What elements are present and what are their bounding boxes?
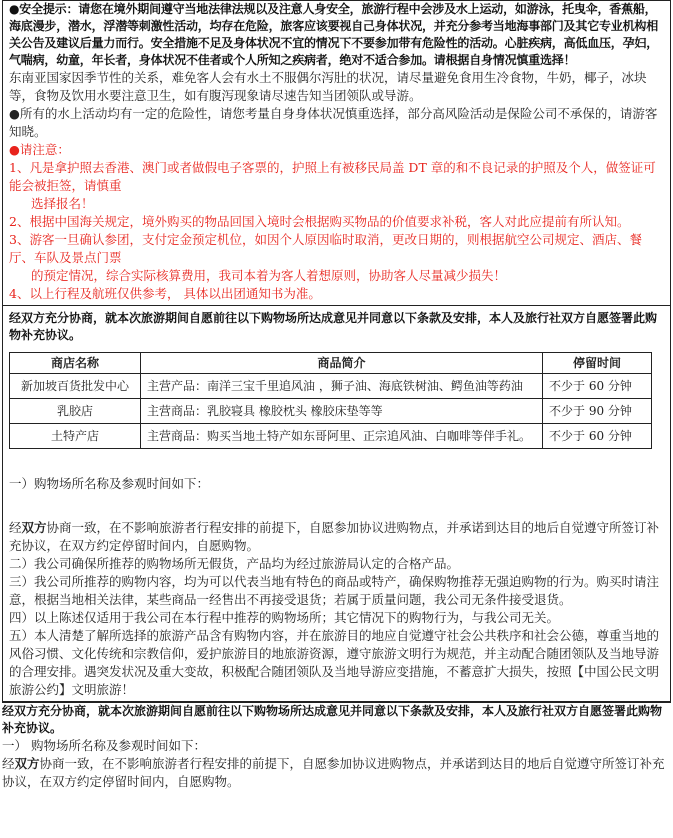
table-row [10, 374, 652, 399]
consult-paragraph: 经双方协商一致，在不影响旅游者行程安排的前提下，自愿参加协议进购物点，并承诺到达目的地后自觉遵守所签订补充协议，在双方约定停留时间内，自愿购物。 [9, 520, 660, 553]
col-shop-name: 商店名称 [10, 353, 141, 374]
attention-item-3: 3、游客一旦确认参团，支付定金预定机位，如因个人原因临时取消，更改日期的，则根据航空公司规定、酒店、餐厅、车队及景点门票 [9, 232, 642, 265]
repeat-list-title: 一） 购物场所名称及参观时间如下： [2, 738, 206, 753]
repeat-agreement-section [2, 702, 671, 791]
shop-table [9, 352, 652, 449]
clause-5: 五）本人清楚了解所选择的旅游产品含有购物内容，并在旅游目的地应自觉遵守社会公共秩序和社会公德，尊重当地的风俗习惯、文化传统和宗教信仰，爱护旅游目的地旅游资源，遵守旅游文明行为规范，并主动配合随团领队及当地导游的合理安排。遇突发状况及重大变故，积极配合随团领队及当地导游应变措施，不蓄意扩大损失，按照【中国公民文明旅游公约】文明旅游！ [9, 628, 660, 697]
agreement-heading: 经双方充分协商，就本次旅游期间自愿前往以下购物场所达成意见并同意以下条款及安排，本人及旅行社双方自愿签署此购物补充协议。 [9, 311, 658, 342]
attention-item-1: 1、凡是拿护照去香港、澳门或者做假电子客票的，护照上有被移民局盖 DT 章的和不良记录的护照及个人，做签证可能会被拒签，请慎重 [9, 160, 656, 193]
food-notice: 东南亚国家因季节性的关系，难免客人会有水土不服偶尔泻肚的状况，请尽量避免食用生冷食物，牛奶，椰子，冰块等，食物及饮用水要注意卫生，如有腹泻现象请尽速告知当团领队或导游。 [9, 70, 647, 103]
attention-item-4: 4、以上行程及航班仅供参考， 具体以出团通知书为准。 [9, 286, 321, 301]
safety-notice: ●安全提示：请您在境外期间遵守当地法律法规以及注意人身安全，旅游行程中会涉及水上运动，如游泳，托曳伞，香蕉船，海底漫步，潜水，浮潜等刺激性活动，均存在危险，旅客应该要视自己身体状况，并充分参考当地海事部门及其它专业机构相关公告及建议后量力而行。安全措施不足及身体状况不宜的情况下不要参加带有危险性的活动。心脏疾病，高低血压，孕妇，气喘病，幼童，年长者，身体状况不佳者或个人所知之疾病者，绝对不适合参加。请根据自身情况慎重选择！ [9, 2, 659, 67]
shop-name: 乳胶店 [10, 399, 141, 424]
shop-name: 土特产店 [10, 424, 141, 449]
shop-table-header [10, 353, 652, 374]
col-stay-time: 停留时间 [543, 353, 652, 374]
col-shop-desc: 商品简介 [141, 353, 543, 374]
shop-desc: 主营商品：购买当地土特产如东哥阿里、正宗追风油、白咖啡等伴手礼。 [141, 424, 543, 449]
repeat-consult-paragraph: 经双方协商一致，在不影响旅游者行程安排的前提下，自愿参加协议进购物点，并承诺到达目的地后自觉遵守所签订补充协议，在双方约定停留时间内，自愿购物。 [2, 756, 665, 789]
repeat-heading: 经双方充分协商，就本次旅游期间自愿前往以下购物场所达成意见并同意以下条款及安排，本人及旅行社双方自愿签署此购物补充协议。 [2, 704, 663, 735]
attention-item-1-cont: 选择报名！ [31, 196, 94, 211]
list-title: 一）购物场所名称及参观时间如下： [9, 476, 210, 491]
clause-2: 二）我公司确保所推荐的购物场所无假货，产品均为经过旅游局认定的合格产品。 [9, 556, 460, 571]
shop-name: 新加坡百货批发中心 [10, 374, 141, 399]
stay-time: 不少于 90 分钟 [543, 399, 652, 424]
shop-desc: 主营产品：南洋三宝千里追风油 ，狮子油、海底铁树油、鳄鱼油等药油 [141, 374, 543, 399]
shopping-agreement-section [2, 305, 671, 702]
attention-item-2: 2、根据中国海关规定，境外购买的物品回国入境时会根据购买物品的价值要求补税，客人对此应提前有所认知。 [9, 214, 630, 229]
attention-title: ●请注意： [9, 142, 70, 157]
stay-time: 不少于 60 分钟 [543, 374, 652, 399]
clause-4: 四）以上陈述仅适用于我公司在本行程中推荐的购物场所；其它情况下的购物行为，与我公司无关。 [9, 610, 560, 625]
shop-desc: 主营商品：乳胶寝具 橡胶枕头 橡胶床垫等等 [141, 399, 543, 424]
table-row [10, 399, 652, 424]
water-activity-notice: ●所有的水上活动均有一定的危险性，请您考量自身身体状况慎重选择，部分高风险活动是保险公司不承保的，请游客知晓。 [9, 106, 658, 139]
attention-item-3-cont: 的预定情况，综合实际核算费用，我司本着为客人着想原则，协助客人尽量减少损失！ [31, 268, 507, 283]
document-page [2, 0, 671, 834]
stay-time: 不少于 60 分钟 [543, 424, 652, 449]
notes-section [2, 0, 671, 305]
table-row [10, 424, 652, 449]
clause-3: 三）我公司所推荐的购物内容，均为可以代表当地有特色的商品或特产，确保购物推荐无强迫购物的行为。购买时请注意，根据当地相关法律，某些商品一经售出不再接受退货；若属于质量问题，我公司无条件接受退货。 [9, 574, 660, 607]
